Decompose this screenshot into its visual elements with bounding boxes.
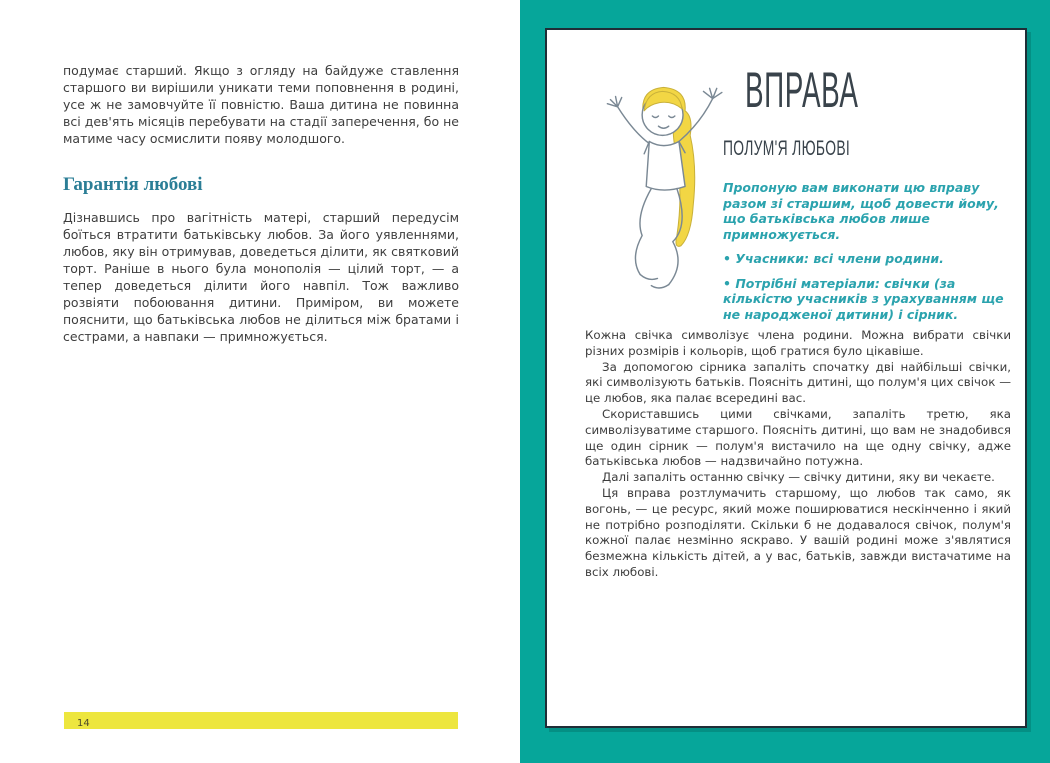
left-page [0,0,520,763]
body-paragraph: За допомогою сірника запаліть спочатку дві найбільші свічки, які символізують батьків. Поясніть дитині, що полум'я цих свічок — це любов, яка палає всередині вас. [585,359,1011,406]
exercise-intro [723,180,1011,331]
paragraph: Дізнавшись про вагітність матері, старший передусім боїться втратити батьківську любов. За його уявленнями, любов, яку він отримував, доведеться ділити, як святковий торт. Раніше в нього була монополія — цілий торт, — а тепер доведеться ділити його навпіл. Тож важливо розвіяти побоювання дитини. Приміром, ви можете пояснити, що батьківська любов не ділиться між братами і сестрами, а навпаки — примножується. [63,210,459,344]
page-number: 14 [77,718,90,729]
body-paragraph: Далі запаліть останню свічку — свічку дитини, яку ви чекаєте. [602,470,995,485]
left-text-column [63,62,459,345]
paragraph: подумає старший. Якщо з огляду на байдуже ставлення старшого ви вирішили уникати теми поповнення в родині, усе ж не замовчуйте її повністю. Ваша дитина не повинна всі дев'ять місяців перебувати на стадії заперечення, бо не матиме часу осмислити появу молодшого. [63,63,459,146]
body-paragraph: Кожна свічка символізує члена родини. Можна вибрати свічки різних розмірів і кольорів, щоб гратися було цікавіше. [585,328,1011,358]
body-paragraph: Ця вправа розтлумачить старшому, що любов так само, як вогонь, — це ресурс, який може поширюватися нескінченно і який не потрібно розподіляти. Скільки б не додавалося свічок, полум'я кожної палає незмінно яскраво. У вашій родині може з'являтися безмежна кількість дітей, а у вас, батьків, завжди вистачатиме на всіх любові. [585,485,1011,579]
exercise-title: ВПРАВА [745,62,859,119]
exercise-body [585,328,1011,581]
bullet-item: • Учасники: всі члени родини. [723,251,944,266]
body-paragraph: Скориставшись цими свічками, запаліть третю, яка символізуватиме старшого. Поясніть дитині, що вам не знадобився ще один сірник — полум'я вистачило на ще одну свічку, адже батьківська любов — надзвичайно потужна. [585,406,1011,469]
exercise-subtitle: ПОЛУМ'Я ЛЮБОВІ [723,137,851,160]
intro-text: Пропоную вам виконати цю вправу разом зі старшим, щоб довести йому, що батьківська любов лише примножується. [723,180,999,242]
jumping-girl-illustration [589,72,729,302]
exercise-card [545,28,1027,728]
right-page [520,0,1050,763]
page-number-bar [64,712,458,729]
bullet-item: • Потрібні матеріали: свічки (за кількістю учасників з урахуванням ще не народженої дитини) і сірник. [723,275,1004,322]
section-heading: Гарантія любові [63,174,203,195]
